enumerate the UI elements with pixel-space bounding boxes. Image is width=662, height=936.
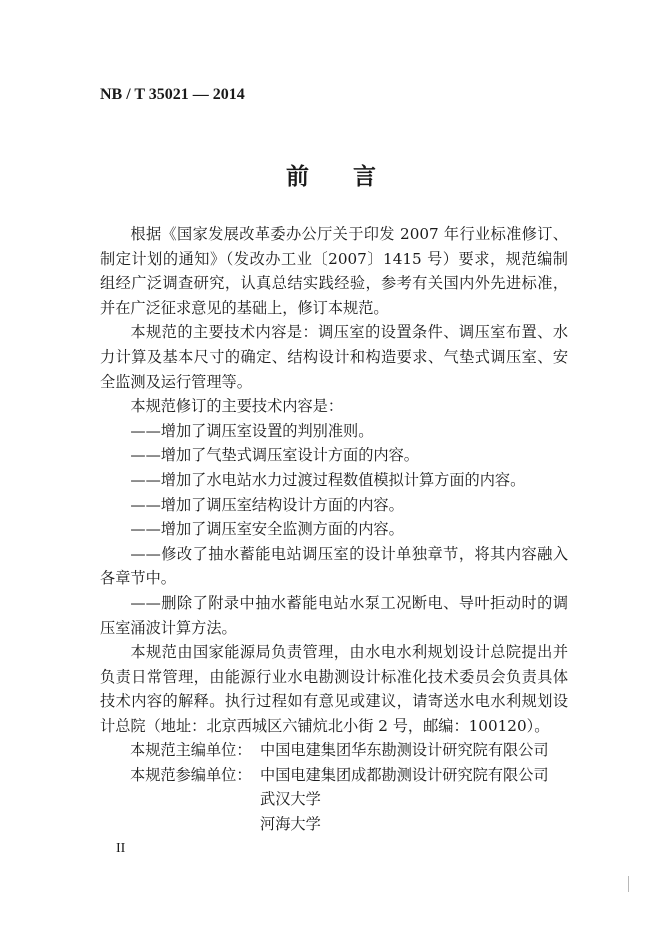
revision-item: ——增加了调压室安全监测方面的内容。 — [130, 520, 404, 539]
participating-unit-value: 河海大学 — [260, 814, 321, 833]
revision-item: ——增加了调压室结构设计方面的内容。 — [130, 495, 404, 514]
page-number: II — [116, 841, 126, 856]
standard-number: NB / T 35021 — 2014 — [100, 86, 245, 103]
paragraph-revision-intro: 本规范修订的主要技术内容是： — [130, 397, 344, 416]
participating-unit-value: 武汉大学 — [260, 790, 321, 809]
page-title-char-2: 言 — [353, 163, 376, 190]
revision-item: ——修改了抽水蓄能电站调压室的设计单独章节，将其内容融入各章节中。 — [100, 544, 568, 588]
revision-item: ——增加了水电站水力过渡过程数值模拟计算方面的内容。 — [130, 470, 526, 489]
page-title — [0, 158, 662, 191]
editing-units — [100, 738, 580, 836]
revision-item: ——增加了气垫式调压室设计方面的内容。 — [130, 446, 419, 465]
participating-unit-label: 本规范参编单位： — [130, 765, 252, 784]
page-title-char-1: 前 — [286, 163, 309, 190]
paragraph-main-content: 本规范的主要技术内容是：调压室的设置条件、调压室布置、水力计算及基本尺寸的确定、结构设计和构造要求、气垫式调压室、安全监测及运行管理等。 — [100, 323, 568, 391]
paragraph-management: 本规范由国家能源局负责管理，由水电水利规划设计总院提出并负责日常管理，由能源行业水电勘测设计标准化技术委员会负责具体技术内容的解释。执行过程如有意见或建议，请寄送水电水利规划设计总院（地址：北京西城区六铺炕北小街 2 号，邮编：100120）。 — [100, 643, 568, 735]
chief-unit-value: 中国电建集团华东勘测设计研究院有限公司 — [260, 741, 549, 759]
chief-unit-label: 本规范主编单位： — [130, 741, 252, 759]
participating-unit-value: 中国电建集团成都勘测设计研究院有限公司 — [260, 765, 549, 784]
preface-body — [100, 222, 568, 738]
participating-unit-row — [100, 763, 580, 837]
chief-unit-row — [100, 738, 580, 763]
revision-item: ——删除了附录中抽水蓄能电站水泵工况断电、导叶拒动时的调压室涌波计算方法。 — [100, 593, 568, 637]
scan-edge-mark — [628, 876, 629, 892]
revision-item: ——增加了调压室设置的判别准则。 — [130, 421, 374, 440]
paragraph-basis: 根据《国家发展改革委办公厅关于印发 2007 年行业标准修订、制定计划的通知》（发改办工业〔2007〕1415 号）要求，规范编制组经广泛调查研究，认真总结实践经验，参考有关国内外先进标准，并在广泛征求意见的基础上，修订本规范。 — [100, 225, 568, 317]
